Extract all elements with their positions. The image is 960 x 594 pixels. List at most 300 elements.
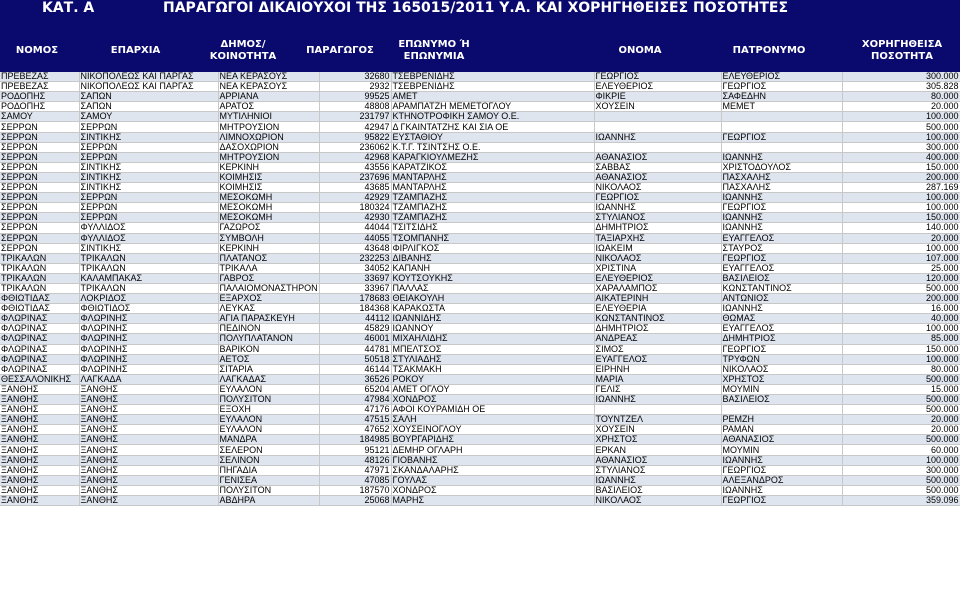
cell-posotita: 20.000 [842,233,960,243]
header-paragogos: ΠΑΡΑΓΩΓΟΣ [306,45,374,56]
cell-dimos: ΠΗΓΑΔΙΑ [218,465,319,475]
cell-posotita: 107.000 [842,253,960,263]
cell-nomos: ΣΕΡΡΩΝ [0,183,79,193]
page-title: ΠΑΡΑΓΩΓΟΙ ΔΙΚΑΙΟΥΧΟΙ ΤΗΣ 165015/2011 Υ.Α. ΚΑΙ ΧΟΡΗΓΗΘΕΙΣΕΣ ΠΟΣΟΤΗΤΕΣ [163,0,789,16]
cell-dimos: ΚΕΡΚΙΝΗ [218,243,319,253]
cell-onoma: ΓΕΩΡΓΙΟΣ [594,72,721,82]
cell-patronymo: ΓΕΩΡΓΙΟΣ [721,253,842,263]
cell-nomos: ΣΕΡΡΩΝ [0,243,79,253]
cell-eponymo: ΤΣΕΒΡΕΝΙΔΗΣ [391,72,594,82]
cell-kodikos: 46144 [319,364,391,374]
cell-patronymo: ΕΥΑΓΓΕΛΟΣ [721,263,842,273]
cell-eparchia: ΞΑΝΘΗΣ [79,465,218,475]
cell-patronymo: ΒΑΣΙΛΕΙΟΣ [721,273,842,283]
cell-posotita: 100.000 [842,455,960,465]
cell-eparchia: ΣΕΡΡΩΝ [79,203,218,213]
cell-nomos: ΣΕΡΡΩΝ [0,122,79,132]
cell-dimos: ΔΑΣΟΧΩΡΙΟΝ [218,142,319,152]
cell-eponymo: ΙΩΑΝΝΟΥ [391,324,594,334]
cell-kodikos: 43648 [319,243,391,253]
cell-kodikos: 42930 [319,213,391,223]
cell-nomos: ΘΕΣΣΑΛΟΝΙΚΗΣ [0,374,79,384]
cell-eparchia: ΤΡΙΚΑΛΩΝ [79,263,218,273]
cell-nomos: ΤΡΙΚΑΛΩΝ [0,273,79,283]
table-row [0,294,960,304]
cell-nomos: ΞΑΝΘΗΣ [0,384,79,394]
cell-onoma: ΑΘΑΝΑΣΙΟΣ [594,172,721,182]
cell-dimos: ΕΥΛΑΛΟΝ [218,415,319,425]
cell-eponymo: ΜΑΝΤΑΡΛΗΣ [391,172,594,182]
cell-onoma: ΕΡΚΑΝ [594,445,721,455]
cell-nomos: ΞΑΝΘΗΣ [0,445,79,455]
table-row [0,82,960,92]
cell-nomos: ΦΘΙΩΤΙΔΑΣ [0,294,79,304]
cell-onoma: ΣΑΒΒΑΣ [594,162,721,172]
cell-eponymo: ΤΣΕΒΡΕΝΙΔΗΣ [391,82,594,92]
cell-onoma: ΒΑΣΙΛΕΙΟΣ [594,485,721,495]
cell-eparchia: ΣΙΝΤΙΚΗΣ [79,243,218,253]
cell-onoma: ΧΟΥΣΕΙΝ [594,102,721,112]
cell-nomos: ΦΛΩΡΙΝΑΣ [0,324,79,334]
cell-posotita: 20.000 [842,415,960,425]
cell-posotita: 500.000 [842,283,960,293]
cell-posotita: 300.000 [842,465,960,475]
cell-nomos: ΠΡΕΒΕΖΑΣ [0,82,79,92]
table-row [0,253,960,263]
cell-nomos: ΞΑΝΘΗΣ [0,495,79,505]
cell-kodikos: 232253 [319,253,391,263]
cell-eparchia: ΣΕΡΡΩΝ [79,193,218,203]
cell-patronymo: ΓΕΩΡΓΙΟΣ [721,465,842,475]
table-row [0,364,960,374]
cell-eponymo: ΑΦΟΙ ΚΟΥΡΑΜΙΔΗ ΟΕ [391,405,594,415]
table-row [0,72,960,82]
cell-eparchia: ΞΑΝΘΗΣ [79,425,218,435]
table-row [0,435,960,445]
cell-nomos: ΞΑΝΘΗΣ [0,405,79,415]
cell-eparchia: ΣΙΝΤΙΚΗΣ [79,183,218,193]
cell-eponymo: ΚΤΗΝΟΤΡΟΦΙΚΗ ΣΑΜΟΥ Ο.Ε. [391,112,594,122]
cell-nomos: ΤΡΙΚΑΛΩΝ [0,253,79,263]
category-label: ΚΑΤ. Α [42,0,95,16]
cell-dimos: ΤΡΙΚΑΛΑ [218,263,319,273]
cell-eponymo: ΑΜΕΤ ΟΓΛΟΥ [391,384,594,394]
cell-dimos: ΑΕΤΟΣ [218,354,319,364]
cell-posotita: 500.000 [842,475,960,485]
cell-eponymo: ΜΑΝΤΑΡΛΗΣ [391,183,594,193]
cell-patronymo: ΒΑΣΙΛΕΙΟΣ [721,395,842,405]
cell-patronymo: ΑΘΑΝΑΣΙΟΣ [721,435,842,445]
cell-kodikos: 42929 [319,193,391,203]
cell-nomos: ΞΑΝΘΗΣ [0,465,79,475]
cell-patronymo: ΘΩΜΑΣ [721,314,842,324]
cell-onoma: ΤΟΥΝΤΖΕΛ [594,415,721,425]
table-row [0,334,960,344]
cell-patronymo: ΕΥΑΓΓΕΛΟΣ [721,233,842,243]
cell-posotita: 150.000 [842,162,960,172]
cell-onoma: ΧΡΗΣΤΟΣ [594,435,721,445]
cell-posotita: 150.000 [842,213,960,223]
table-header [0,30,960,72]
cell-eparchia: ΣΑΜΟΥ [79,112,218,122]
cell-kodikos: 47652 [319,425,391,435]
cell-posotita: 100.000 [842,203,960,213]
cell-dimos: ΣΙΤΑΡΙΑ [218,364,319,374]
cell-onoma: ΕΛΕΥΘΕΡΙΑ [594,304,721,314]
cell-posotita: 120.000 [842,273,960,283]
cell-patronymo: ΧΡΗΣΤΟΣ [721,374,842,384]
cell-posotita: 16.000 [842,304,960,314]
table-row [0,112,960,122]
table-row [0,122,960,132]
cell-patronymo: ΙΩΑΝΝΗΣ [721,193,842,203]
cell-eparchia: ΤΡΙΚΑΛΩΝ [79,283,218,293]
table-row [0,243,960,253]
cell-kodikos: 44044 [319,223,391,233]
cell-dimos: ΓΕΝΙΣΕΑ [218,475,319,485]
cell-onoma: ΤΑΞΙΑΡΧΗΣ [594,233,721,243]
cell-eponymo: ΡΟΚΟΥ [391,374,594,384]
cell-posotita: 100.000 [842,354,960,364]
cell-kodikos: 43685 [319,183,391,193]
cell-posotita: 200.000 [842,172,960,182]
cell-dimos: ΜΕΣΟΚΩΜΗ [218,203,319,213]
table-row [0,102,960,112]
cell-eponymo: ΧΟΥΣΕΙΝΟΓΛΟΥ [391,425,594,435]
cell-posotita: 20.000 [842,102,960,112]
cell-eponymo: ΑΡΑΜΠΑΤΖΗ ΜΕΜΕΤΟΓΛΟΥ [391,102,594,112]
cell-nomos: ΞΑΝΘΗΣ [0,485,79,495]
cell-nomos: ΞΑΝΘΗΣ [0,455,79,465]
cell-dimos: ΜΕΣΟΚΩΜΗ [218,213,319,223]
cell-patronymo [721,142,842,152]
cell-eparchia: ΣΙΝΤΙΚΗΣ [79,132,218,142]
cell-dimos: ΜΗΤΡΟΥΣΙΟΝ [218,122,319,132]
cell-nomos: ΣΕΡΡΩΝ [0,132,79,142]
cell-eparchia: ΦΛΩΡΙΝΗΣ [79,354,218,364]
cell-onoma: ΧΡΙΣΤΙΝΑ [594,263,721,273]
cell-dimos: ΛΑΓΚΑΔΑΣ [218,374,319,384]
cell-onoma: ΙΩΑΝΝΗΣ [594,395,721,405]
cell-nomos: ΤΡΙΚΑΛΩΝ [0,283,79,293]
cell-posotita: 200.000 [842,294,960,304]
cell-kodikos: 33697 [319,273,391,283]
cell-patronymo: ΜΟΥΜΙΝ [721,445,842,455]
table-row [0,273,960,283]
cell-posotita: 80.000 [842,92,960,102]
cell-onoma: ΕΛΕΥΘΕΡΙΟΣ [594,273,721,283]
cell-kodikos: 44055 [319,233,391,243]
cell-patronymo: ΓΕΩΡΓΙΟΣ [721,82,842,92]
cell-patronymo: ΣΤΑΥΡΟΣ [721,243,842,253]
cell-nomos: ΦΛΩΡΙΝΑΣ [0,364,79,374]
cell-nomos: ΠΡΕΒΕΖΑΣ [0,72,79,82]
cell-kodikos: 95121 [319,445,391,455]
header-dimos: ΔΗΜΟΣ/ ΚΟΙΝΟΤΗΤΑ [209,39,277,62]
cell-dimos: ΜΥΤΙΛΗΝΙΟΙ [218,112,319,122]
cell-nomos: ΞΑΝΘΗΣ [0,415,79,425]
cell-kodikos: 36526 [319,374,391,384]
cell-eparchia: ΣΕΡΡΩΝ [79,142,218,152]
table-row [0,314,960,324]
cell-patronymo: ΕΛΕΥΘΕΡΙΟΣ [721,72,842,82]
cell-eponymo: ΤΖΑΜΠΑΖΗΣ [391,213,594,223]
cell-patronymo: ΙΩΑΝΝΗΣ [721,455,842,465]
cell-nomos: ΣΑΜΟΥ [0,112,79,122]
table-row [0,445,960,455]
cell-eponymo: ΑΜΕΤ [391,92,594,102]
cell-kodikos: 47515 [319,415,391,425]
cell-dimos: ΠΑΛΑΙΟΜΟΝΑΣΤΗΡΟΝ [219,283,318,294]
cell-eparchia: ΦΘΙΩΤΙΔΟΣ [79,304,218,314]
cell-onoma: ΚΩΝΣΤΑΝΤΙΝΟΣ [594,314,721,324]
cell-dimos: ΚΕΡΚΙΝΗ [218,162,319,172]
cell-dimos: ΜΗΤΡΟΥΣΙΟΝ [218,152,319,162]
cell-onoma: ΧΑΡΑΛΑΜΠΟΣ [594,283,721,293]
table-row [0,223,960,233]
cell-nomos: ΦΛΩΡΙΝΑΣ [0,354,79,364]
cell-patronymo: ΓΕΩΡΓΙΟΣ [721,203,842,213]
cell-eponymo: Κ.Τ.Γ. ΤΣΙΝΤΣΗΣ Ο.Ε. [391,142,594,152]
cell-dimos: ΕΥΛΑΛΟΝ [218,425,319,435]
cell-eparchia: ΞΑΝΘΗΣ [79,455,218,465]
cell-dimos: ΚΟΙΜΗΣΙΣ [218,183,319,193]
cell-patronymo: ΙΩΑΝΝΗΣ [721,213,842,223]
cell-posotita: 140.000 [842,223,960,233]
cell-patronymo [721,112,842,122]
cell-posotita: 100.000 [842,243,960,253]
cell-nomos: ΡΟΔΟΠΗΣ [0,102,79,112]
cell-eponymo: ΜΑΡΗΣ [391,495,594,505]
cell-onoma: ΑΘΑΝΑΣΙΟΣ [594,455,721,465]
table-row [0,142,960,152]
producers-table [0,72,960,506]
cell-dimos: ΣΕΛΙΝΟΝ [218,455,319,465]
cell-dimos: ΠΟΛΥΣΙΤΟΝ [218,485,319,495]
table-row [0,132,960,142]
cell-eparchia: ΛΑΓΚΑΔΑ [79,374,218,384]
cell-posotita: 500.000 [842,405,960,415]
cell-dimos: ΜΕΣΟΚΩΜΗ [218,193,319,203]
cell-eponymo: ΜΙΧΑΗΛΙΔΗΣ [391,334,594,344]
cell-eponymo: ΧΟΝΔΡΟΣ [391,395,594,405]
cell-eponymo: ΘΕΙΑΚΟΥΛΗ [391,294,594,304]
cell-onoma: ΕΛΕΥΘΕΡΙΟΣ [594,82,721,92]
cell-patronymo: ΝΙΚΟΛΑΟΣ [721,364,842,374]
table-row [0,475,960,485]
cell-posotita: 500.000 [842,435,960,445]
cell-kodikos: 48126 [319,455,391,465]
cell-posotita: 85.000 [842,334,960,344]
cell-kodikos: 180324 [319,203,391,213]
cell-kodikos: 231797 [319,112,391,122]
table-row [0,354,960,364]
cell-eponymo: ΣΑΛΗ [391,415,594,425]
cell-kodikos: 184985 [319,435,391,445]
cell-dimos: ΝΕΑ ΚΕΡΑΣΟΥΣ [218,82,319,92]
table-row [0,384,960,394]
cell-nomos: ΣΕΡΡΩΝ [0,233,79,243]
cell-onoma: ΣΤΥΛΙΑΝΟΣ [594,213,721,223]
table-row [0,495,960,505]
cell-eparchia: ΞΑΝΘΗΣ [79,415,218,425]
table-row [0,405,960,415]
cell-patronymo: ΜΕΜΕΤ [721,102,842,112]
cell-eparchia: ΞΑΝΘΗΣ [79,405,218,415]
table-row [0,324,960,334]
cell-eparchia: ΞΑΝΘΗΣ [79,445,218,455]
cell-onoma: ΙΩΑΝΝΗΣ [594,132,721,142]
table-row [0,203,960,213]
cell-dimos: ΕΥΛΑΛΟΝ [218,384,319,394]
cell-patronymo: ΣΑΦΕΔΗΝ [721,92,842,102]
cell-kodikos: 47984 [319,395,391,405]
cell-posotita: 300.000 [842,72,960,82]
cell-patronymo: ΤΡΥΦΩΝ [721,354,842,364]
cell-dimos: ΣΥΜΒΟΛΗ [218,233,319,243]
cell-dimos: ΑΓΙΑ ΠΑΡΑΣΚΕΥΗ [218,314,319,324]
cell-patronymo: ΙΩΑΝΝΗΣ [721,304,842,314]
cell-patronymo: ΙΩΑΝΝΗΣ [721,223,842,233]
cell-patronymo: ΓΕΩΡΓΙΟΣ [721,132,842,142]
cell-kodikos: 187570 [319,485,391,495]
cell-onoma: ΑΘΑΝΑΣΙΟΣ [594,152,721,162]
cell-eparchia: ΣΕΡΡΩΝ [79,213,218,223]
cell-onoma: ΝΙΚΟΛΑΟΣ [594,253,721,263]
cell-posotita: 500.000 [842,122,960,132]
table-row [0,263,960,273]
cell-eparchia: ΛΟΚΡΙΔΟΣ [79,294,218,304]
cell-eparchia: ΣΕΡΡΩΝ [79,122,218,132]
cell-eponymo: ΔΕΜΗΡ ΟΓΛΑΡΗ [391,445,594,455]
cell-posotita: 100.000 [842,324,960,334]
cell-eparchia: ΣΕΡΡΩΝ [79,152,218,162]
cell-patronymo [721,122,842,132]
cell-posotita: 15.000 [842,384,960,394]
cell-nomos: ΣΕΡΡΩΝ [0,193,79,203]
cell-kodikos: 45829 [319,324,391,334]
cell-kodikos: 46001 [319,334,391,344]
cell-onoma [594,142,721,152]
cell-eponymo: ΤΖΑΜΠΑΖΗΣ [391,193,594,203]
cell-posotita: 359.096 [842,495,960,505]
cell-eponymo: ΤΖΑΜΠΑΖΗΣ [391,203,594,213]
cell-kodikos: 42968 [319,152,391,162]
cell-eponymo: ΚΑΡΑΓΚΙΟΥΛΜΕΖΗΣ [391,152,594,162]
cell-kodikos: 236062 [319,142,391,152]
cell-nomos: ΣΕΡΡΩΝ [0,142,79,152]
cell-posotita: 150.000 [842,344,960,354]
cell-dimos: ΕΞΑΡΧΟΣ [218,294,319,304]
cell-posotita: 20.000 [842,425,960,435]
cell-dimos: ΛΕΥΚΑΣ [218,304,319,314]
cell-patronymo: ΠΑΣΧΑΛΗΣ [721,183,842,193]
table-row [0,395,960,405]
table-row [0,213,960,223]
cell-onoma: ΑΙΚΑΤΕΡΙΝΗ [594,294,721,304]
cell-eponymo: ΕΥΣΤΑΘΙΟΥ [391,132,594,142]
cell-nomos: ΞΑΝΘΗΣ [0,395,79,405]
cell-eponymo: ΓΟΥΛΑΣ [391,475,594,485]
cell-eparchia: ΣΙΝΤΙΚΗΣ [79,172,218,182]
cell-eparchia: ΦΛΩΡΙΝΗΣ [79,364,218,374]
cell-nomos: ΦΛΩΡΙΝΑΣ [0,314,79,324]
cell-onoma: ΦΙΚΡΙΕ [594,92,721,102]
table-row [0,162,960,172]
cell-dimos: ΓΑΒΡΟΣ [218,273,319,283]
cell-onoma: ΔΗΜΗΤΡΙΟΣ [594,324,721,334]
cell-patronymo: ΔΗΜΗΤΡΙΟΣ [721,334,842,344]
cell-dimos: ΑΒΔΗΡΑ [218,495,319,505]
cell-onoma: ΙΩΑΝΝΗΣ [594,203,721,213]
cell-eponymo: ΔΙΒΑΝΗΣ [391,253,594,263]
cell-onoma [594,122,721,132]
cell-kodikos: 184368 [319,304,391,314]
cell-kodikos: 25068 [319,495,391,505]
cell-onoma [594,405,721,415]
cell-nomos: ΞΑΝΘΗΣ [0,475,79,485]
cell-kodikos: 47971 [319,465,391,475]
cell-eparchia: ΣΑΠΩΝ [79,102,218,112]
cell-patronymo: ΓΕΩΡΓΙΟΣ [721,495,842,505]
cell-nomos: ΤΡΙΚΑΛΩΝ [0,263,79,273]
cell-eparchia: ΤΡΙΚΑΛΩΝ [79,253,218,263]
cell-kodikos: 95822 [319,132,391,142]
header-patronymo: ΠΑΤΡΟΝΥΜΟ [732,45,806,56]
cell-onoma: ΣΙΜΟΣ [594,344,721,354]
cell-eponymo: ΠΑΛΛΑΣ [391,283,594,293]
cell-kodikos: 47085 [319,475,391,485]
cell-nomos: ΡΟΔΟΠΗΣ [0,92,79,102]
cell-eponymo: ΣΚΑΝΔΑΛΑΡΗΣ [391,465,594,475]
cell-posotita: 25.000 [842,263,960,273]
cell-patronymo: ΓΕΩΡΓΙΟΣ [721,344,842,354]
cell-dimos: ΜΑΝΔΡΑ [218,435,319,445]
cell-posotita: 100.000 [842,132,960,142]
cell-patronymo: ΑΛΕΞΑΝΔΡΟΣ [721,475,842,485]
table-row [0,92,960,102]
title-bar [0,0,960,30]
header-nomos: ΝΟΜΟΣ [15,45,59,56]
cell-nomos: ΦΛΩΡΙΝΑΣ [0,344,79,354]
cell-kodikos: 178683 [319,294,391,304]
cell-posotita: 500.000 [842,374,960,384]
cell-patronymo: ΧΡΙΣΤΟΔΟΥΛΟΣ [721,162,842,172]
table-row [0,233,960,243]
cell-nomos: ΞΑΝΘΗΣ [0,435,79,445]
cell-posotita: 500.000 [842,395,960,405]
cell-dimos: ΝΕΑ ΚΕΡΑΣΟΥΣ [218,72,319,82]
cell-eponymo: ΦΙΡΛΙΓΚΟΣ [391,243,594,253]
cell-eparchia: ΞΑΝΘΗΣ [79,384,218,394]
table-row [0,465,960,475]
cell-eparchia: ΞΑΝΘΗΣ [79,485,218,495]
header-onoma: ΟΝΟΜΑ [618,45,662,56]
cell-kodikos: 50518 [319,354,391,364]
cell-patronymo: ΙΩΑΝΝΗΣ [721,152,842,162]
cell-eparchia: ΚΑΛΑΜΠΑΚΑΣ [79,273,218,283]
cell-posotita: 100.000 [842,112,960,122]
cell-eparchia: ΣΙΝΤΙΚΗΣ [79,162,218,172]
cell-kodikos: 48808 [319,102,391,112]
cell-eparchia: ΝΙΚΟΠΟΛΕΩΣ ΚΑΙ ΠΑΡΓΑΣ [79,72,218,82]
cell-onoma: ΑΝΔΡΕΑΣ [594,334,721,344]
cell-dimos: ΠΛΑΤΑΝΟΣ [218,253,319,263]
cell-patronymo: ΚΩΝΣΤΑΝΤΙΝΟΣ [721,283,842,293]
table-row [0,183,960,193]
cell-eponymo: ΣΤΥΛΙΑΔΗΣ [391,354,594,364]
cell-dimos: ΣΕΛΕΡΟΝ [218,445,319,455]
